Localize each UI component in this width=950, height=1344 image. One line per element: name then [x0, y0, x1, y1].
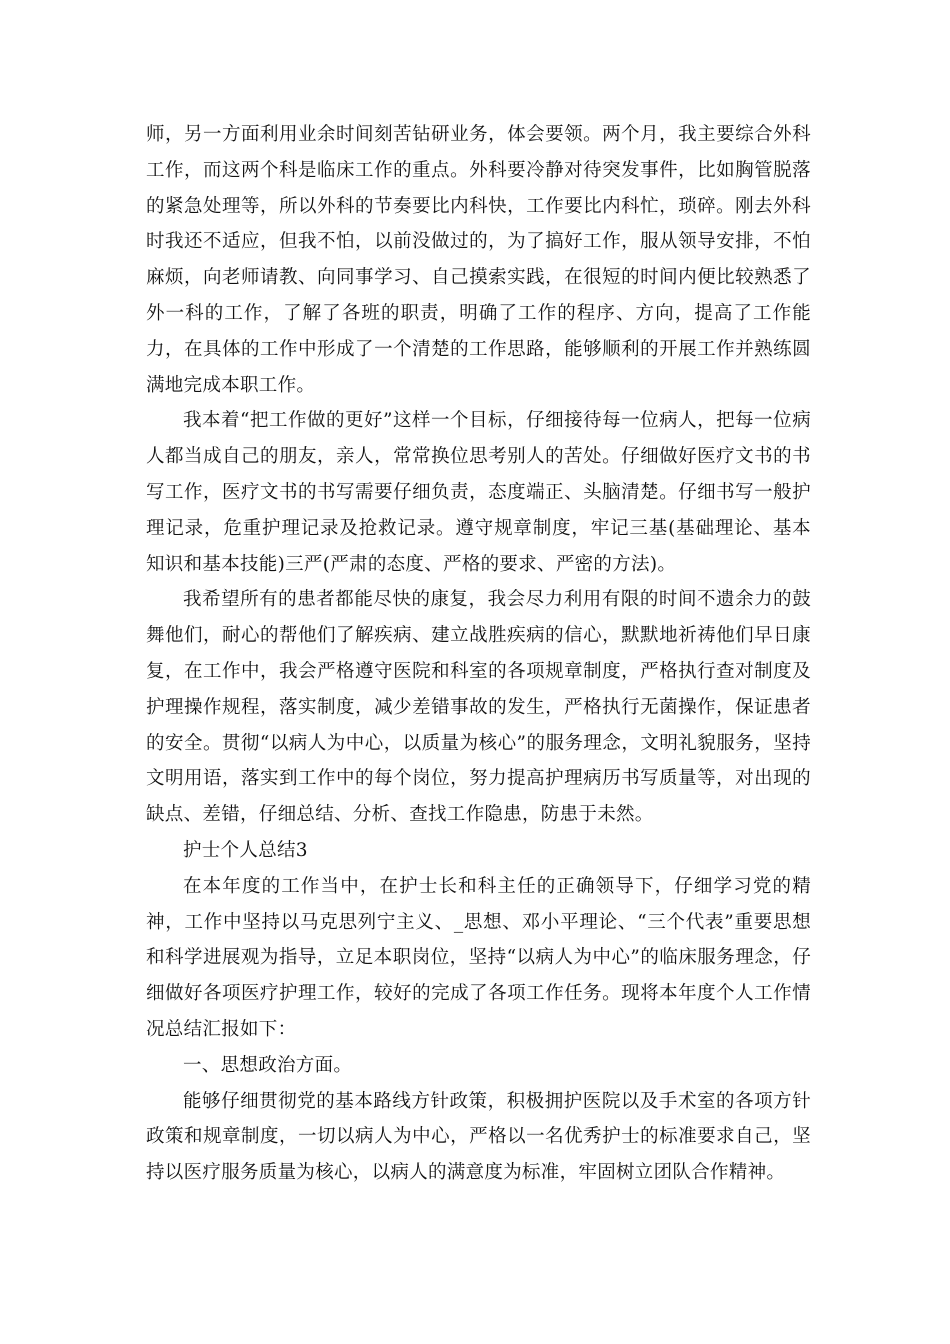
paragraph-3: 我希望所有的患者都能尽快的康复，我会尽力利用有限的时间不遗余力的鼓舞他们，耐心的帮他们了解疾病、建立战胜疾病的信心，默默地祈祷他们早日康复，在工作中，我会严格遵守医院和科室的各项规章制度，严格执行查对制度及护理操作规程，落实制度，减少差错事故的发生，严格执行无菌操作，保证患者的安全。贯彻“以病人为中心，以质量为核心”的服务理念，文明礼貌服务，坚持文明用语，落实到工作中的每个岗位，努力提高护理病历书写质量等，对出现的缺点、差错，仔细总结、分析、查找工作隐患，防患于未然。 — [146, 589, 811, 826]
subsection-heading: 一、思想政治方面。 — [183, 1054, 353, 1076]
paragraph-2: 我本着“把工作做的更好”这样一个目标，仔细接待每一位病人，把每一位病人都当成自己的朋友，亲人，常常换位思考别人的苦处。仔细做好医疗文书的书写工作，医疗文书的书写需要仔细负责，态度端正、头脑清楚。仔细书写一般护理记录，危重护理记录及抢救记录。遵守规章制度，牢记三基(基础理论、基本知识和基本技能)三严(严肃的态度、严格的要求、严密的方法)。 — [146, 410, 811, 575]
document-body — [146, 117, 811, 1191]
paragraph-5: 能够仔细贯彻党的基本路线方针政策，积极拥护医院以及手术室的各项方针政策和规章制度，一切以病人为中心，严格以一名优秀护士的标准要求自己，坚持以医疗服务质量为核心，以病人的满意度为标准，牢固树立团队合作精神。 — [146, 1090, 811, 1184]
paragraph-4: 在本年度的工作当中，在护士长和科主任的正确领导下，仔细学习党的精神，工作中坚持以马克思列宁主义、_思想、邓小平理论、“三个代表”重要思想和科学进展观为指导，立足本职岗位，坚持“以病人为中心”的临床服务理念，仔细做好各项医疗护理工作，较好的完成了各项工作任务。现将本年度个人工作情况总结汇报如下： — [146, 875, 811, 1040]
section-heading: 护士个人总结3 — [183, 839, 308, 861]
paragraph-1: 师，另一方面利用业余时间刻苦钻研业务，体会要领。两个月，我主要综合外科工作，而这两个科是临床工作的重点。外科要冷静对待突发事件，比如胸管脱落的紧急处理等，所以外科的节奏要比内科快，工作要比内科忙，琐碎。刚去外科时我还不适应，但我不怕，以前没做过的，为了搞好工作，服从领导安排，不怕麻烦，向老师请教、向同事学习、自己摸索实践，在很短的时间内便比较熟悉了外一科的工作，了解了各班的职责，明确了工作的程序、方向，提高了工作能力，在具体的工作中形成了一个清楚的工作思路，能够顺利的开展工作并熟练圆满地完成本职工作。 — [146, 124, 811, 396]
